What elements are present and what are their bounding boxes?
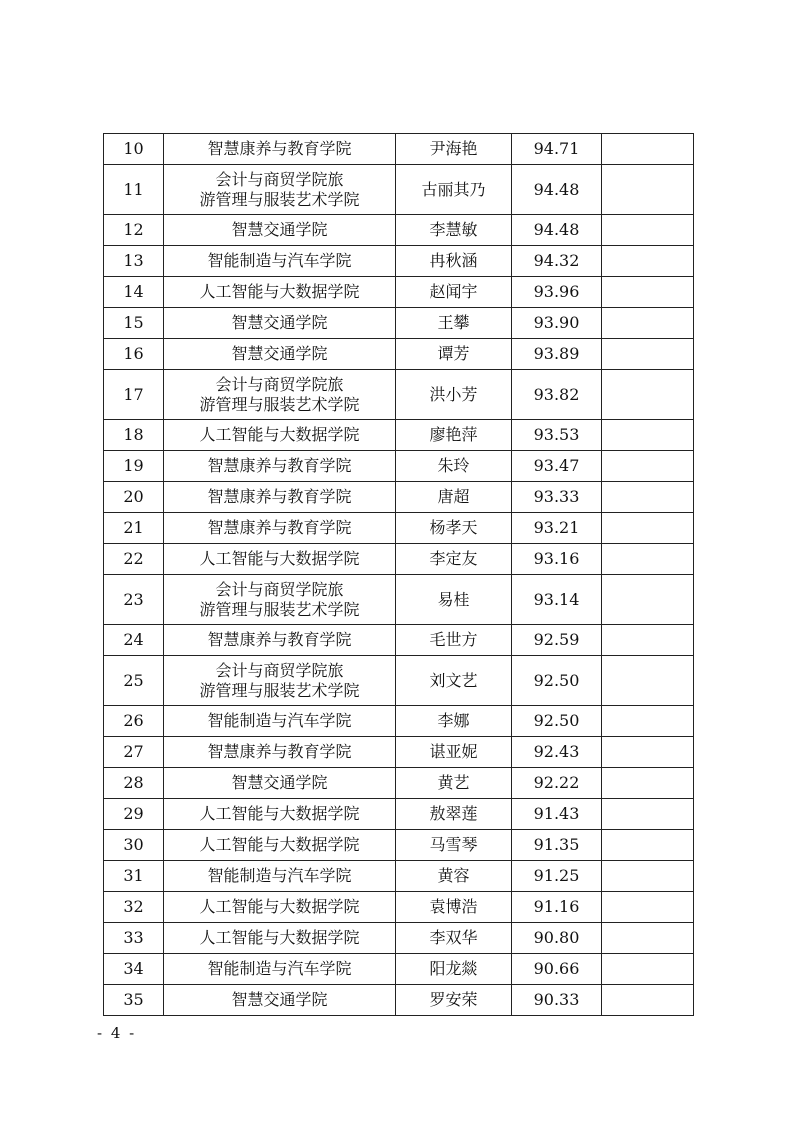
- remarks-cell: [602, 420, 694, 451]
- college-name-line: 智慧康养与教育学院: [207, 630, 352, 649]
- student-name-cell: 王攀: [396, 308, 512, 339]
- rank-cell: 29: [104, 799, 164, 830]
- college-name-line: 人工智能与大数据学院: [199, 897, 360, 916]
- college-name-line: 智慧交通学院: [231, 990, 328, 1009]
- college-name-line: 人工智能与大数据学院: [199, 804, 360, 823]
- score-cell: 93.82: [512, 370, 602, 420]
- college-name-line: 人工智能与大数据学院: [199, 282, 360, 301]
- college-name-line: 游管理与服装艺术学院: [199, 599, 360, 619]
- score-cell: 93.53: [512, 420, 602, 451]
- rank-cell: 24: [104, 625, 164, 656]
- college-cell: [164, 768, 396, 799]
- student-name-cell: 马雪琴: [396, 830, 512, 861]
- rank-cell: 11: [104, 165, 164, 215]
- student-name-cell: 冉秋涵: [396, 246, 512, 277]
- college-cell: [164, 656, 396, 706]
- college-name-line: 智慧交通学院: [231, 313, 328, 332]
- student-name-cell: 李慧敏: [396, 215, 512, 246]
- student-name-cell: 李双华: [396, 923, 512, 954]
- college-cell: [164, 165, 396, 215]
- remarks-cell: [602, 656, 694, 706]
- remarks-cell: [602, 768, 694, 799]
- rank-cell: 25: [104, 656, 164, 706]
- table-row: [104, 830, 694, 861]
- score-cell: 91.35: [512, 830, 602, 861]
- college-cell: [164, 923, 396, 954]
- remarks-cell: [602, 246, 694, 277]
- student-name-cell: 廖艳萍: [396, 420, 512, 451]
- table-row: [104, 985, 694, 1016]
- table-row: [104, 165, 694, 215]
- table-row: [104, 544, 694, 575]
- rank-cell: 15: [104, 308, 164, 339]
- score-cell: 93.14: [512, 575, 602, 625]
- remarks-cell: [602, 799, 694, 830]
- student-name-cell: 谌亚妮: [396, 737, 512, 768]
- rank-cell: 18: [104, 420, 164, 451]
- student-name-cell: 刘文艺: [396, 656, 512, 706]
- table-row: [104, 656, 694, 706]
- college-name-line: 智能制造与汽车学院: [207, 711, 352, 730]
- remarks-cell: [602, 923, 694, 954]
- rank-cell: 34: [104, 954, 164, 985]
- table-row: [104, 451, 694, 482]
- student-name-cell: 李定友: [396, 544, 512, 575]
- student-name-cell: 谭芳: [396, 339, 512, 370]
- student-name-cell: 洪小芳: [396, 370, 512, 420]
- college-name-line: 智慧交通学院: [231, 220, 328, 239]
- remarks-cell: [602, 513, 694, 544]
- score-cell: 92.50: [512, 706, 602, 737]
- score-cell: 93.33: [512, 482, 602, 513]
- score-cell: 94.32: [512, 246, 602, 277]
- college-name-line: 智慧康养与教育学院: [207, 456, 352, 475]
- table-row: [104, 370, 694, 420]
- student-name-cell: 黄容: [396, 861, 512, 892]
- rank-cell: 32: [104, 892, 164, 923]
- rank-cell: 30: [104, 830, 164, 861]
- score-cell: 92.59: [512, 625, 602, 656]
- student-name-cell: 袁博浩: [396, 892, 512, 923]
- score-cell: 92.22: [512, 768, 602, 799]
- rank-cell: 28: [104, 768, 164, 799]
- rank-cell: 17: [104, 370, 164, 420]
- rank-cell: 13: [104, 246, 164, 277]
- rank-cell: 10: [104, 134, 164, 165]
- table-row: [104, 706, 694, 737]
- rank-cell: 26: [104, 706, 164, 737]
- remarks-cell: [602, 482, 694, 513]
- remarks-cell: [602, 830, 694, 861]
- college-name-line: 智慧康养与教育学院: [207, 139, 352, 158]
- table-row: [104, 308, 694, 339]
- student-name-cell: 李娜: [396, 706, 512, 737]
- table-row: [104, 246, 694, 277]
- college-cell: [164, 799, 396, 830]
- table-row: [104, 339, 694, 370]
- college-cell: [164, 706, 396, 737]
- college-name-line: 人工智能与大数据学院: [199, 835, 360, 854]
- college-cell: [164, 246, 396, 277]
- score-cell: 90.33: [512, 985, 602, 1016]
- college-name-line: 智慧康养与教育学院: [207, 742, 352, 761]
- college-name-line: 游管理与服装艺术学院: [199, 394, 360, 414]
- student-name-cell: 朱玲: [396, 451, 512, 482]
- college-cell: [164, 134, 396, 165]
- college-cell: [164, 625, 396, 656]
- table-row: [104, 277, 694, 308]
- college-cell: [164, 370, 396, 420]
- college-cell: [164, 892, 396, 923]
- student-name-cell: 毛世方: [396, 625, 512, 656]
- remarks-cell: [602, 575, 694, 625]
- rank-cell: 20: [104, 482, 164, 513]
- score-cell: 92.43: [512, 737, 602, 768]
- student-name-cell: 杨孝天: [396, 513, 512, 544]
- college-name-line: 智慧康养与教育学院: [207, 487, 352, 506]
- table-row: [104, 575, 694, 625]
- college-cell: [164, 451, 396, 482]
- score-cell: 93.16: [512, 544, 602, 575]
- student-name-cell: 唐超: [396, 482, 512, 513]
- remarks-cell: [602, 165, 694, 215]
- college-name-line: 智慧交通学院: [231, 773, 328, 792]
- remarks-cell: [602, 339, 694, 370]
- college-name-line: 会计与商贸学院旅: [215, 374, 344, 394]
- college-name-line: 游管理与服装艺术学院: [199, 680, 360, 700]
- table-row: [104, 861, 694, 892]
- college-cell: [164, 513, 396, 544]
- score-cell: 93.47: [512, 451, 602, 482]
- remarks-cell: [602, 892, 694, 923]
- remarks-cell: [602, 861, 694, 892]
- score-cell: 94.71: [512, 134, 602, 165]
- remarks-cell: [602, 706, 694, 737]
- remarks-cell: [602, 277, 694, 308]
- rank-cell: 22: [104, 544, 164, 575]
- score-cell: 93.89: [512, 339, 602, 370]
- table-row: [104, 134, 694, 165]
- college-cell: [164, 954, 396, 985]
- college-name-line: 人工智能与大数据学院: [199, 549, 360, 568]
- remarks-cell: [602, 134, 694, 165]
- remarks-cell: [602, 544, 694, 575]
- college-cell: [164, 830, 396, 861]
- college-cell: [164, 277, 396, 308]
- page-number: - 4 -: [97, 1024, 137, 1042]
- college-name-line: 人工智能与大数据学院: [199, 425, 360, 444]
- score-cell: 90.80: [512, 923, 602, 954]
- student-name-cell: 尹海艳: [396, 134, 512, 165]
- college-name-line: 人工智能与大数据学院: [199, 928, 360, 947]
- score-cell: 91.25: [512, 861, 602, 892]
- table-row: [104, 215, 694, 246]
- college-cell: [164, 308, 396, 339]
- score-cell: 92.50: [512, 656, 602, 706]
- college-name-line: 智能制造与汽车学院: [207, 866, 352, 885]
- student-name-cell: 易桂: [396, 575, 512, 625]
- college-name-line: 游管理与服装艺术学院: [199, 189, 360, 209]
- college-cell: [164, 339, 396, 370]
- table-row: [104, 737, 694, 768]
- score-table: [103, 133, 694, 1016]
- student-name-cell: 黄艺: [396, 768, 512, 799]
- score-cell: 93.90: [512, 308, 602, 339]
- college-cell: [164, 544, 396, 575]
- table-row: [104, 799, 694, 830]
- table-row: [104, 513, 694, 544]
- remarks-cell: [602, 737, 694, 768]
- rank-cell: 27: [104, 737, 164, 768]
- college-name-line: 智慧交通学院: [231, 344, 328, 363]
- score-table-body: [104, 134, 694, 1016]
- remarks-cell: [602, 954, 694, 985]
- score-cell: 91.43: [512, 799, 602, 830]
- college-name-line: 会计与商贸学院旅: [215, 579, 344, 599]
- remarks-cell: [602, 215, 694, 246]
- student-name-cell: 赵闻宇: [396, 277, 512, 308]
- college-cell: [164, 420, 396, 451]
- table-row: [104, 954, 694, 985]
- rank-cell: 14: [104, 277, 164, 308]
- remarks-cell: [602, 308, 694, 339]
- college-name-line: 会计与商贸学院旅: [215, 660, 344, 680]
- college-cell: [164, 737, 396, 768]
- table-row: [104, 482, 694, 513]
- score-cell: 90.66: [512, 954, 602, 985]
- college-cell: [164, 575, 396, 625]
- college-name-line: 智能制造与汽车学院: [207, 959, 352, 978]
- score-cell: 94.48: [512, 165, 602, 215]
- remarks-cell: [602, 625, 694, 656]
- rank-cell: 31: [104, 861, 164, 892]
- college-cell: [164, 985, 396, 1016]
- college-name-line: 智慧康养与教育学院: [207, 518, 352, 537]
- college-name-line: 会计与商贸学院旅: [215, 169, 344, 189]
- score-cell: 93.21: [512, 513, 602, 544]
- remarks-cell: [602, 985, 694, 1016]
- table-row: [104, 420, 694, 451]
- college-cell: [164, 861, 396, 892]
- rank-cell: 35: [104, 985, 164, 1016]
- table-row: [104, 768, 694, 799]
- student-name-cell: 阳龙燚: [396, 954, 512, 985]
- score-cell: 91.16: [512, 892, 602, 923]
- remarks-cell: [602, 370, 694, 420]
- score-cell: 93.96: [512, 277, 602, 308]
- rank-cell: 33: [104, 923, 164, 954]
- table-row: [104, 892, 694, 923]
- student-name-cell: 罗安荣: [396, 985, 512, 1016]
- college-cell: [164, 482, 396, 513]
- remarks-cell: [602, 451, 694, 482]
- college-cell: [164, 215, 396, 246]
- rank-cell: 16: [104, 339, 164, 370]
- table-row: [104, 923, 694, 954]
- rank-cell: 21: [104, 513, 164, 544]
- rank-cell: 19: [104, 451, 164, 482]
- college-name-line: 智能制造与汽车学院: [207, 251, 352, 270]
- rank-cell: 12: [104, 215, 164, 246]
- student-name-cell: 敖翠莲: [396, 799, 512, 830]
- rank-cell: 23: [104, 575, 164, 625]
- score-cell: 94.48: [512, 215, 602, 246]
- table-row: [104, 625, 694, 656]
- student-name-cell: 古丽其乃: [396, 165, 512, 215]
